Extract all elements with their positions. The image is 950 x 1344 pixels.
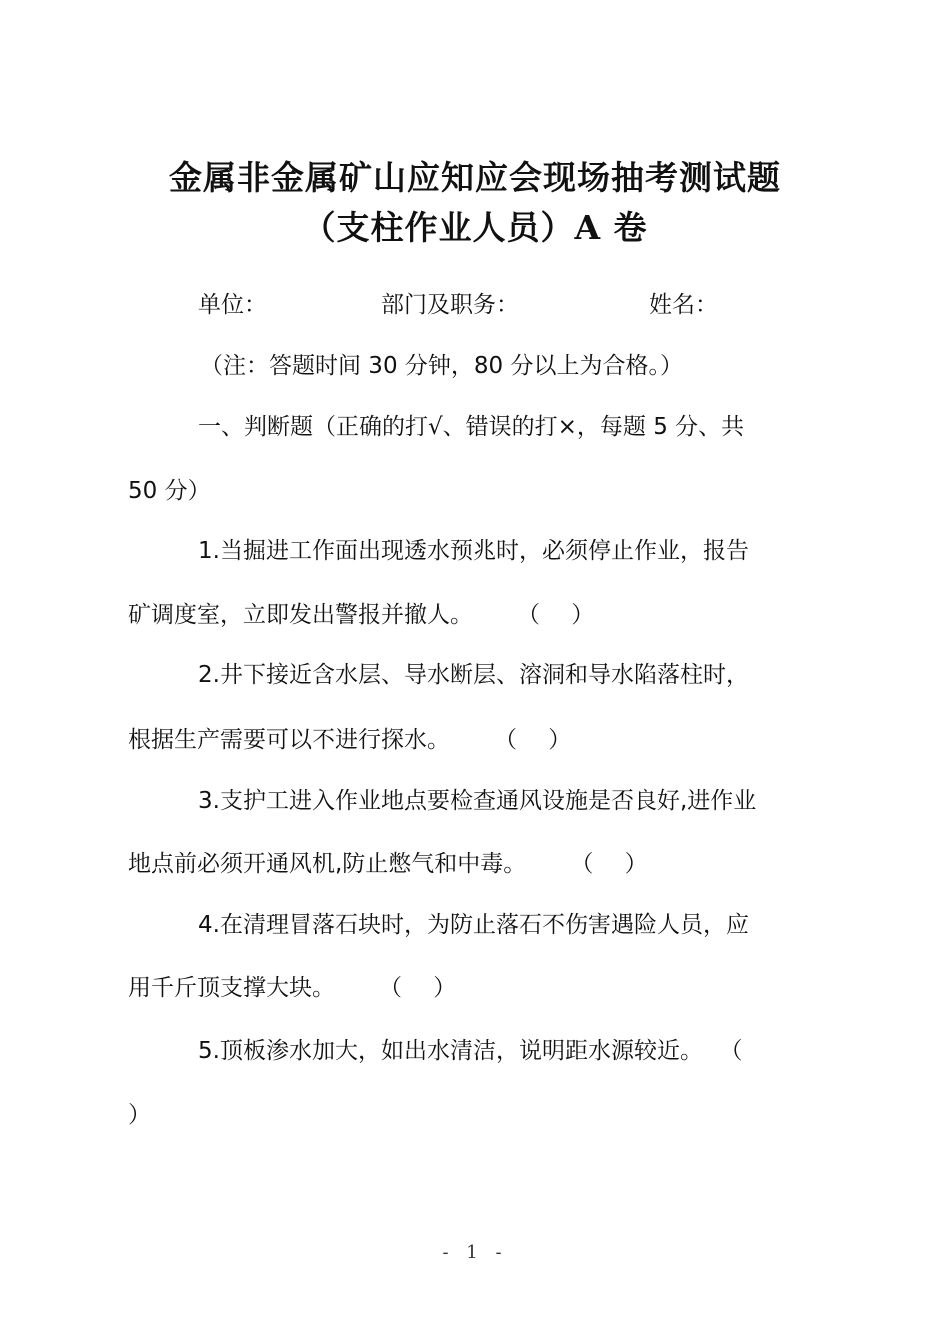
- title-line-1: 金属非金属矿山应知应会现场抽考测试题: [169, 158, 781, 197]
- question-5-line-1: [198, 1040, 742, 1063]
- question-5-answer-open[interactable]: （: [730, 1038, 743, 1064]
- dept-label: 部门及职务：: [381, 292, 519, 318]
- unit-label: 单位：: [198, 292, 267, 318]
- question-3-text: 地点前必须开通风机,防止憋气和中毒。: [128, 851, 527, 877]
- question-1-text: 矿调度室，立即发出警报并撤人。: [128, 602, 473, 628]
- exam-note: （注：答题时间 30 分钟，80 分以上为合格。）: [200, 353, 683, 379]
- question-4-line-1: 4.在清理冒落石块时，为防止落石不伤害遇险人员，应: [198, 912, 749, 938]
- question-3-line-1: 3.支护工进入作业地点要检查通风设施是否良好,进作业: [198, 788, 757, 814]
- question-2-line-2: [128, 729, 583, 752]
- question-4-line-2: [128, 977, 468, 1000]
- question-1-answer[interactable]: （ ）: [517, 602, 607, 628]
- question-4-text: 用千斤顶支撑大块。: [128, 975, 335, 1001]
- question-1-line-2: [128, 604, 606, 627]
- question-4-answer[interactable]: （ ）: [379, 975, 469, 1001]
- page-number: - 1 -: [442, 1242, 508, 1263]
- title-line-2: （支柱作业人员）A 卷: [302, 208, 648, 247]
- question-5-text: 5.顶板渗水加大，如出水清洁，说明距水源较近。: [198, 1038, 703, 1064]
- question-3-answer[interactable]: （ ）: [570, 851, 660, 877]
- question-2-text: 根据生产需要可以不进行探水。: [128, 727, 450, 753]
- section-heading-line-2: 50 分）: [128, 478, 211, 504]
- section-heading-line-1: 一、判断题（正确的打√、错误的打×，每题 5 分、共: [198, 414, 745, 440]
- question-5-answer-close[interactable]: ）: [128, 1102, 151, 1128]
- question-2-answer[interactable]: （ ）: [494, 727, 584, 753]
- question-2-line-1: 2.井下接近含水层、导水断层、溶洞和导水陷落柱时，: [198, 662, 749, 688]
- info-row: [0, 294, 950, 320]
- question-3-line-2: [128, 853, 660, 876]
- name-label: 姓名：: [649, 292, 718, 318]
- question-1-line-1: 1.当掘进工作面出现透水预兆时，必须停止作业，报告: [198, 538, 749, 564]
